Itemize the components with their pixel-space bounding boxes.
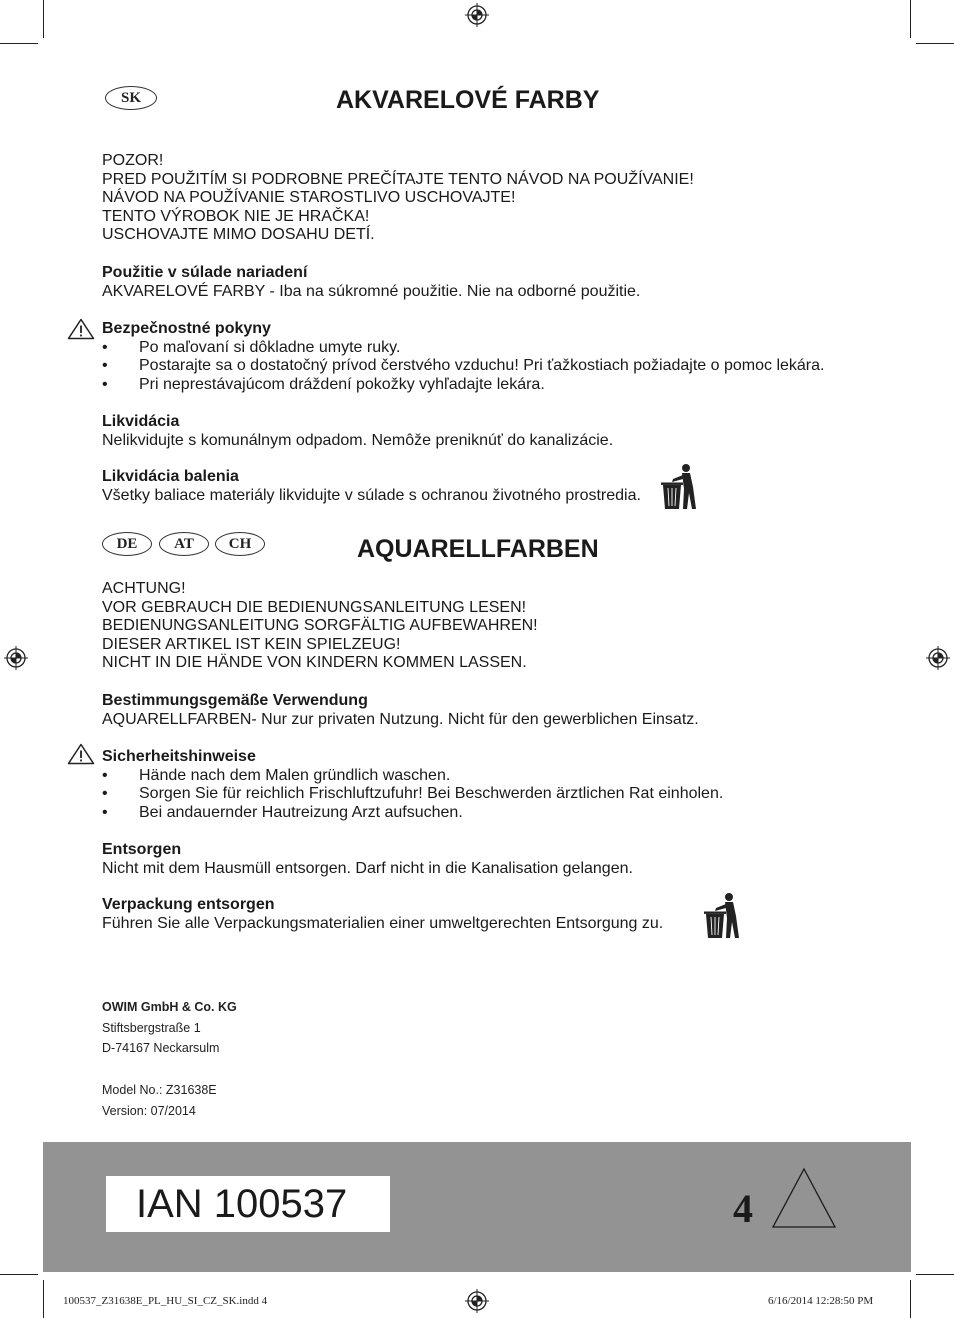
ian-box bbox=[106, 1176, 390, 1232]
list-item bbox=[102, 766, 451, 786]
crop-mark bbox=[916, 43, 954, 44]
model-number: Model No.: Z31638E bbox=[102, 1083, 217, 1097]
warning-block-de bbox=[102, 580, 538, 673]
warning-line: POZOR! bbox=[102, 152, 164, 169]
list-item bbox=[102, 785, 724, 804]
list-item bbox=[102, 338, 401, 358]
warning-line: BEDIENUNGSANLEITUNG SORGFÄLTIG AUFBEWAHREN! bbox=[102, 617, 538, 635]
section-heading: Entsorgen bbox=[102, 841, 182, 858]
paragraph: Führen Sie alle Verpackungsmaterialien einer umweltgerechten Entsorgung zu. bbox=[102, 914, 664, 932]
registration-crosshair-icon bbox=[926, 646, 950, 670]
crop-mark bbox=[910, 0, 911, 38]
disposal-block-sk bbox=[102, 413, 613, 450]
company-name: OWIM GmbH & Co. KG bbox=[102, 1000, 237, 1014]
registration-crosshair-icon bbox=[465, 1289, 489, 1313]
section-heading: Použitie v súlade nariadení bbox=[102, 264, 308, 281]
section-heading: Likvidácia bbox=[102, 413, 180, 430]
list-item-text: Bei andauernder Hautreizung Arzt aufsuchen. bbox=[139, 803, 463, 821]
language-badge-ch: CH bbox=[215, 532, 265, 556]
paragraph: Nicht mit dem Hausmüll entsorgen. Darf nicht in die Kanalisation gelangen. bbox=[102, 859, 633, 877]
company-city: D-74167 Neckarsulm bbox=[102, 1041, 220, 1055]
list-item bbox=[102, 375, 545, 395]
warning-line: NICHT IN DIE HÄNDE VON KINDERN KOMMEN LASSEN. bbox=[102, 654, 527, 672]
crop-mark bbox=[0, 43, 38, 44]
bullet-mark: • bbox=[102, 766, 108, 784]
registration-crosshair-icon bbox=[4, 646, 28, 670]
packaging-block-de bbox=[102, 896, 663, 933]
warning-line: NÁVOD NA POUŽÍVANIE STAROSTLIVO USCHOVAJTE! bbox=[102, 189, 516, 207]
warning-line: PRED POUŽITÍM SI PODROBNE PREČÍTAJTE TENTO NÁVOD NA POUŽÍVANIE! bbox=[102, 170, 694, 188]
packaging-block-sk bbox=[102, 468, 641, 505]
section-heading: Verpackung entsorgen bbox=[102, 896, 275, 913]
paragraph: Všetky baliace materiály likvidujte v súlade s ochranou životného prostredia. bbox=[102, 486, 641, 504]
trash-bin-person-icon bbox=[660, 463, 698, 511]
bullet-mark: • bbox=[102, 785, 108, 803]
warning-triangle-icon bbox=[67, 743, 95, 765]
ian-number: IAN 100537 bbox=[136, 1182, 348, 1226]
list-item bbox=[102, 357, 825, 376]
list-item-text: Hände nach dem Malen gründlich waschen. bbox=[139, 766, 451, 784]
print-slug-timestamp: 6/16/2014 12:28:50 PM bbox=[768, 1295, 874, 1307]
print-slug-file: 100537_Z31638E_PL_HU_SI_CZ_SK.indd 4 bbox=[63, 1295, 268, 1307]
crop-mark bbox=[43, 0, 44, 38]
section-heading: Likvidácia balenia bbox=[102, 468, 239, 485]
warning-line: DIESER ARTIKEL IST KEIN SPIELZEUG! bbox=[102, 635, 401, 653]
safety-block-de bbox=[102, 748, 724, 822]
crop-mark bbox=[0, 1274, 38, 1275]
warning-line: VOR GEBRAUCH DIE BEDIENUNGSANLEITUNG LESEN! bbox=[102, 598, 527, 616]
triangle-icon bbox=[770, 1166, 838, 1230]
section-title-de: AQUARELLFARBEN bbox=[357, 535, 599, 563]
crop-mark bbox=[43, 1280, 44, 1318]
company-block bbox=[102, 997, 237, 1059]
list-item bbox=[102, 803, 463, 823]
registration-crosshair-icon bbox=[465, 3, 489, 27]
paragraph: AQUARELLFARBEN- Nur zur privaten Nutzung. Nicht für den gewerblichen Einsatz. bbox=[102, 710, 699, 728]
language-badge-at: AT bbox=[159, 532, 209, 556]
version: Version: 07/2014 bbox=[102, 1103, 196, 1118]
list-item-text: Po maľovaní si dôkladne umyte ruky. bbox=[139, 338, 401, 356]
model-block bbox=[102, 1080, 217, 1121]
list-item-text: Pri neprestávajúcom dráždení pokožky vyhľadajte lekára. bbox=[139, 375, 545, 393]
use-block-de bbox=[102, 692, 699, 729]
section-heading: Sicherheitshinweise bbox=[102, 748, 256, 765]
company-street: Stiftsbergstraße 1 bbox=[102, 1020, 201, 1035]
page-number: 4 bbox=[733, 1186, 753, 1231]
section-heading: Bezpečnostné pokyny bbox=[102, 320, 271, 337]
crop-mark bbox=[916, 1274, 954, 1275]
paragraph: AKVARELOVÉ FARBY - Iba na súkromné použitie. Nie na odborné použitie. bbox=[102, 282, 641, 300]
warning-block-sk bbox=[102, 152, 694, 245]
section-heading: Bestimmungsgemäße Verwendung bbox=[102, 692, 368, 709]
trash-bin-person-icon bbox=[703, 892, 741, 940]
disposal-block-de bbox=[102, 841, 633, 878]
section-title-sk: AKVARELOVÉ FARBY bbox=[336, 86, 600, 114]
list-item-text: Sorgen Sie für reichlich Frischluftzufuhr! Bei Beschwerden ärztlichen Rat einholen. bbox=[139, 785, 724, 803]
bullet-mark: • bbox=[102, 357, 108, 375]
bullet-mark: • bbox=[102, 375, 108, 393]
bullet-mark: • bbox=[102, 338, 108, 356]
paragraph: Nelikvidujte s komunálnym odpadom. Nemôže preniknúť do kanalizácie. bbox=[102, 431, 614, 449]
use-block-sk bbox=[102, 264, 640, 301]
bullet-mark: • bbox=[102, 803, 108, 821]
safety-block-sk bbox=[102, 320, 825, 394]
warning-line: TENTO VÝROBOK NIE JE HRAČKA! bbox=[102, 207, 370, 225]
crop-mark bbox=[910, 1280, 911, 1318]
warning-line: ACHTUNG! bbox=[102, 580, 186, 597]
language-badge-sk: SK bbox=[105, 86, 157, 110]
language-badge-de: DE bbox=[102, 532, 152, 556]
list-item-text: Postarajte sa o dostatočný prívod čerstvého vzduchu! Pri ťažkostiach požiadajte o pomoc lekára. bbox=[139, 357, 825, 375]
warning-line: USCHOVAJTE MIMO DOSAHU DETÍ. bbox=[102, 226, 375, 244]
warning-triangle-icon bbox=[67, 318, 95, 340]
